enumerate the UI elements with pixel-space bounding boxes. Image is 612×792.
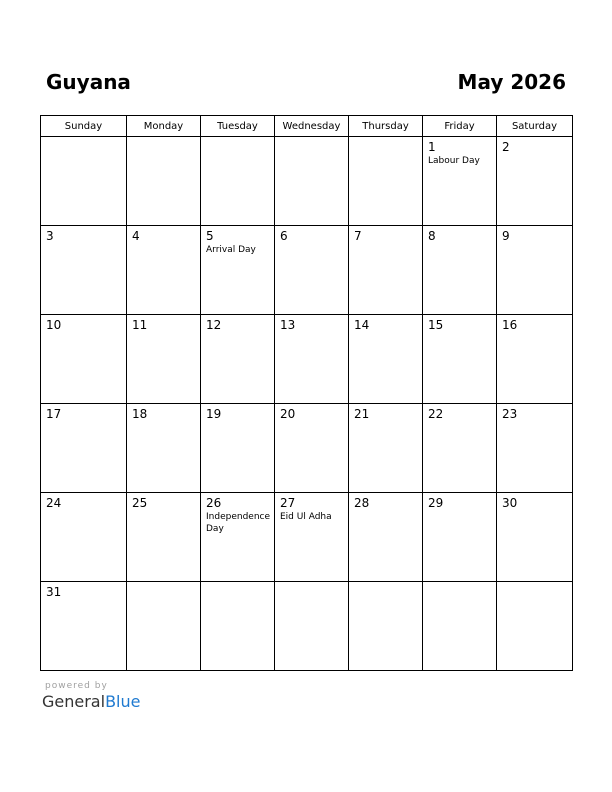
day-cell: [275, 493, 349, 582]
day-cell: [127, 493, 201, 582]
day-cell: [127, 315, 201, 404]
day-cell-content: [127, 404, 200, 424]
calendar-grid: [40, 115, 573, 671]
day-number: 19: [206, 407, 222, 421]
day-cell: [423, 315, 497, 404]
week-row: [41, 582, 573, 671]
day-number: 16: [502, 318, 518, 332]
day-cell-content: [497, 226, 572, 246]
brand-general: General: [42, 692, 106, 711]
day-cell: [201, 493, 275, 582]
day-cell: [41, 493, 127, 582]
footer: [42, 681, 140, 711]
day-number: 22: [428, 407, 444, 421]
day-cell: [127, 226, 201, 315]
day-cell-content: [423, 137, 496, 170]
day-cell: [127, 137, 201, 226]
weekday-sunday: Sunday: [41, 116, 127, 137]
day-cell-content: [423, 315, 496, 335]
day-number: 25: [132, 496, 148, 510]
day-cell: [497, 226, 573, 315]
day-cell: [423, 493, 497, 582]
weekday-header-row: [41, 116, 573, 137]
day-cell-content: [275, 493, 348, 526]
day-cell-content: [201, 493, 274, 538]
week-row: [41, 493, 573, 582]
day-number: 31: [46, 585, 62, 599]
day-cell-content: [275, 315, 348, 335]
day-cell-content: [349, 404, 422, 424]
day-cell: [497, 493, 573, 582]
calendar-body: [41, 137, 573, 671]
day-cell: [127, 582, 201, 671]
day-cell: [201, 404, 275, 493]
day-cell: [497, 582, 573, 671]
weekday-wednesday: Wednesday: [275, 116, 349, 137]
week-row: [41, 315, 573, 404]
day-cell-content: [127, 315, 200, 335]
month-title: May 2026: [457, 70, 566, 94]
country-title: Guyana: [46, 70, 131, 94]
day-number: 5: [206, 229, 214, 243]
weekday-thursday: Thursday: [349, 116, 423, 137]
day-number: 13: [280, 318, 296, 332]
day-number: 27: [280, 496, 296, 510]
day-cell: [201, 315, 275, 404]
day-number: 8: [428, 229, 436, 243]
day-cell-content: [423, 582, 496, 588]
day-cell-content: [275, 226, 348, 246]
day-number: 10: [46, 318, 62, 332]
day-cell-content: [41, 582, 126, 602]
day-cell: [41, 137, 127, 226]
day-number: 14: [354, 318, 370, 332]
day-cell: [349, 137, 423, 226]
weekday-saturday: Saturday: [497, 116, 573, 137]
day-cell-content: [41, 315, 126, 335]
generalblue-logo[interactable]: [42, 692, 140, 711]
holiday-label: Eid Ul Adha: [280, 512, 332, 522]
day-cell-content: [349, 582, 422, 588]
day-cell: [275, 315, 349, 404]
day-number: 12: [206, 318, 222, 332]
day-cell-content: [127, 493, 200, 513]
day-cell-content: [349, 226, 422, 246]
day-cell-content: [201, 226, 274, 259]
day-cell: [497, 137, 573, 226]
day-number: 29: [428, 496, 444, 510]
day-cell: [275, 226, 349, 315]
day-number: 2: [502, 140, 510, 154]
day-cell-content: [349, 137, 422, 143]
day-cell-content: [41, 226, 126, 246]
weekday-monday: Monday: [127, 116, 201, 137]
day-cell: [423, 582, 497, 671]
day-number: 15: [428, 318, 444, 332]
day-number: 7: [354, 229, 362, 243]
holiday-label: Independence Day: [206, 512, 271, 534]
day-number: 11: [132, 318, 148, 332]
day-cell: [497, 315, 573, 404]
day-cell-content: [275, 137, 348, 143]
day-cell-content: [201, 137, 274, 143]
day-cell: [41, 315, 127, 404]
day-number: 28: [354, 496, 370, 510]
day-cell-content: [127, 137, 200, 143]
day-cell-content: [497, 137, 572, 157]
holiday-label: Labour Day: [428, 156, 480, 166]
day-cell-content: [127, 226, 200, 246]
day-cell: [41, 226, 127, 315]
day-cell-content: [41, 404, 126, 424]
day-cell-content: [497, 315, 572, 335]
day-number: 9: [502, 229, 510, 243]
holiday-label: Arrival Day: [206, 245, 256, 255]
day-cell: [201, 137, 275, 226]
day-cell-content: [275, 404, 348, 424]
day-cell-content: [497, 404, 572, 424]
day-cell: [201, 226, 275, 315]
day-number: 26: [206, 496, 222, 510]
day-cell-content: [201, 404, 274, 424]
day-number: 21: [354, 407, 370, 421]
day-cell: [349, 315, 423, 404]
day-cell: [423, 404, 497, 493]
day-number: 3: [46, 229, 54, 243]
weekday-friday: Friday: [423, 116, 497, 137]
day-cell-content: [497, 493, 572, 513]
day-cell: [275, 137, 349, 226]
day-cell: [275, 404, 349, 493]
day-cell-content: [423, 226, 496, 246]
day-cell: [423, 226, 497, 315]
day-cell-content: [201, 315, 274, 335]
brand-blue: Blue: [105, 692, 141, 711]
day-number: 20: [280, 407, 296, 421]
day-number: 30: [502, 496, 518, 510]
day-cell: [201, 582, 275, 671]
day-cell-content: [423, 404, 496, 424]
day-cell-content: [349, 493, 422, 513]
day-cell: [349, 493, 423, 582]
day-cell: [349, 404, 423, 493]
day-cell-content: [41, 137, 126, 143]
day-cell: [349, 582, 423, 671]
week-row: [41, 226, 573, 315]
day-cell: [423, 137, 497, 226]
weekday-tuesday: Tuesday: [201, 116, 275, 137]
day-number: 4: [132, 229, 140, 243]
day-cell-content: [41, 493, 126, 513]
day-cell: [127, 404, 201, 493]
day-cell: [275, 582, 349, 671]
day-cell: [41, 582, 127, 671]
day-number: 23: [502, 407, 518, 421]
day-number: 1: [428, 140, 436, 154]
day-cell: [41, 404, 127, 493]
powered-by-text: powered by: [45, 681, 108, 691]
day-cell-content: [127, 582, 200, 588]
calendar-header: [40, 70, 572, 98]
day-number: 18: [132, 407, 148, 421]
week-row: [41, 137, 573, 226]
day-number: 24: [46, 496, 62, 510]
day-cell-content: [423, 493, 496, 513]
week-row: [41, 404, 573, 493]
day-cell-content: [497, 582, 572, 588]
day-cell-content: [349, 315, 422, 335]
day-cell-content: [201, 582, 274, 588]
day-number: 17: [46, 407, 62, 421]
day-cell: [349, 226, 423, 315]
day-number: 6: [280, 229, 288, 243]
day-cell-content: [275, 582, 348, 588]
day-cell: [497, 404, 573, 493]
